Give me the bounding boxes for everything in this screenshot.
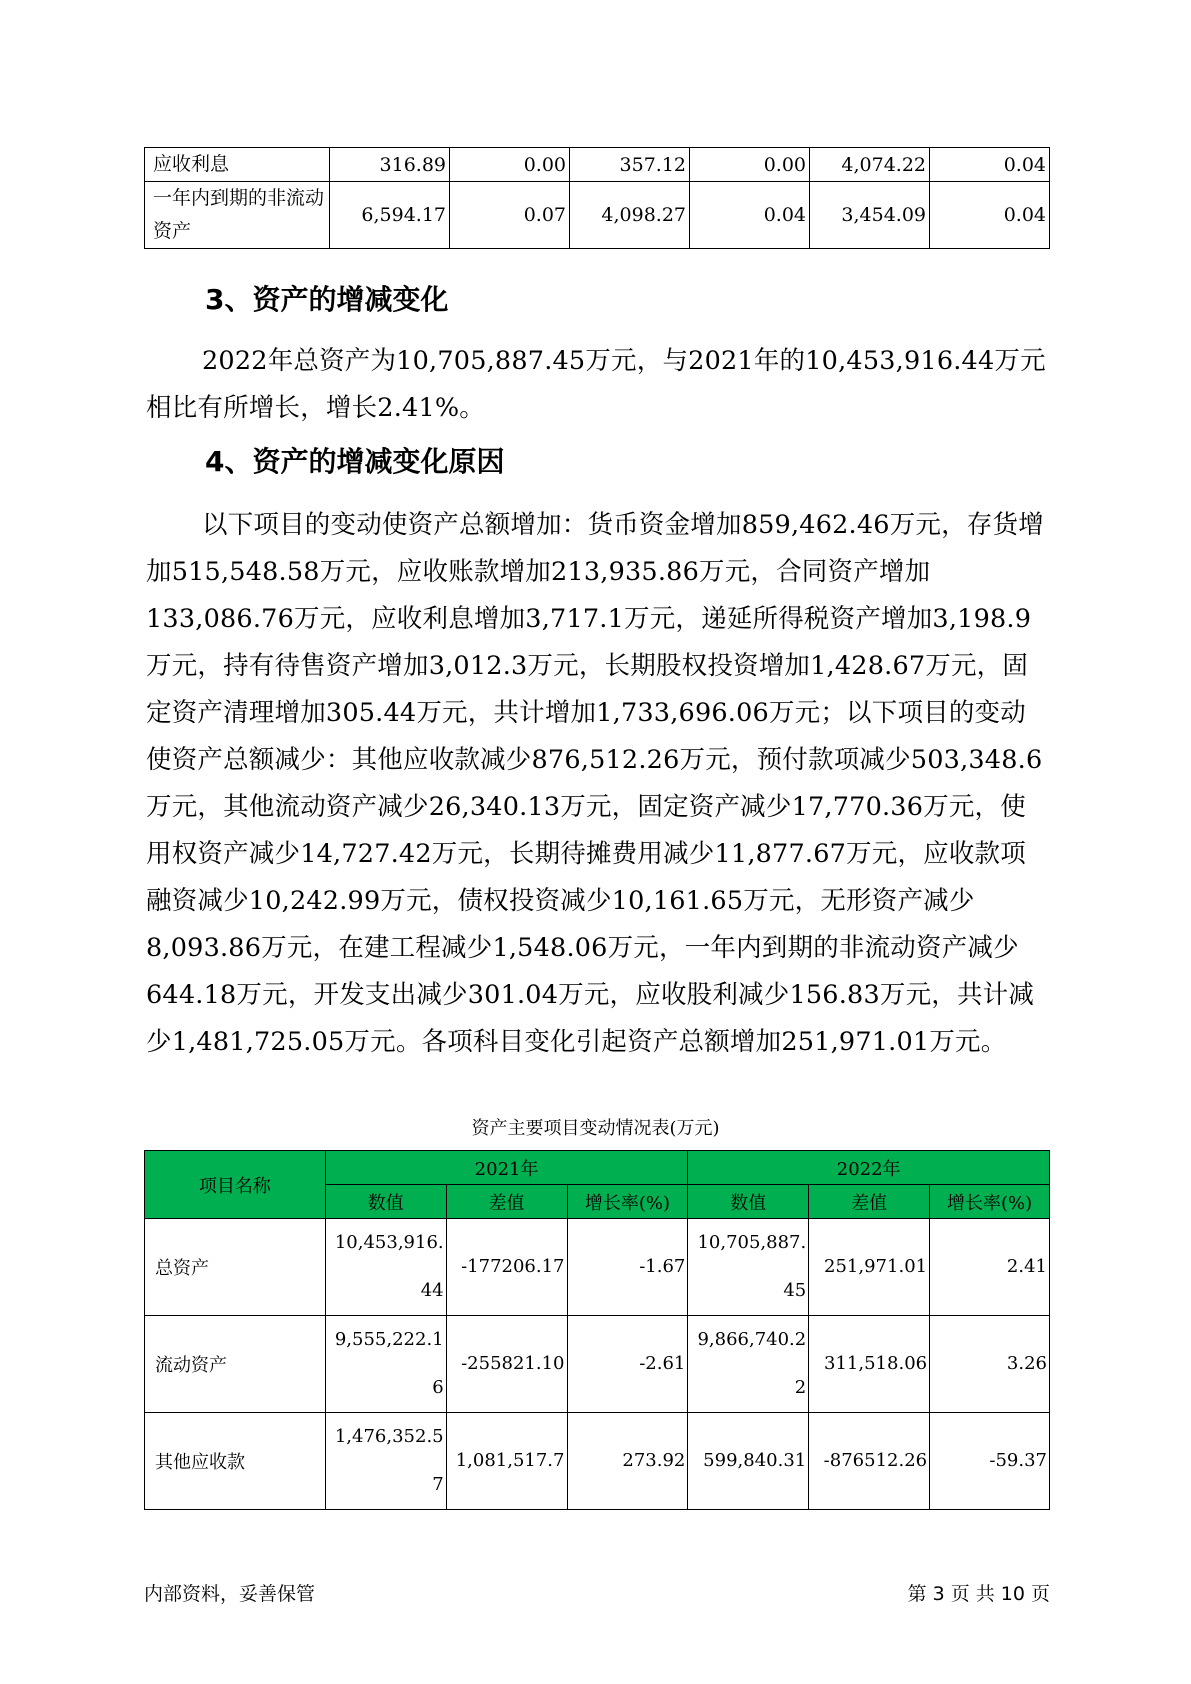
table-row	[145, 1219, 1050, 1316]
table-cell: 3.26	[930, 1316, 1050, 1413]
sub-header-diff: 差值	[809, 1185, 930, 1219]
table-cell: -2.61	[567, 1316, 688, 1413]
header-year-2021: 2021年	[325, 1151, 688, 1185]
table-cell: 2.41	[930, 1219, 1050, 1316]
table-cell: 357.12	[570, 148, 690, 182]
table-cell: 3,454.09	[810, 182, 930, 249]
table-cell: 316.89	[330, 148, 450, 182]
table-cell: -59.37	[930, 1413, 1050, 1510]
table-cell: -177206.17	[446, 1219, 567, 1316]
table-cell: 1,081,517.7	[446, 1413, 567, 1510]
header-row	[145, 1151, 1050, 1185]
table-cell: 9,866,740.22	[688, 1316, 809, 1413]
table-cell: 0.04	[930, 148, 1050, 182]
sub-header-value: 数值	[688, 1185, 809, 1219]
header-item-name: 项目名称	[145, 1151, 326, 1219]
table-cell: 4,098.27	[570, 182, 690, 249]
header-year-2022: 2022年	[688, 1151, 1050, 1185]
footer-page-number: 第 3 页 共 10 页	[907, 1583, 1050, 1605]
section-4-heading: 4、资产的增减变化原因	[205, 445, 505, 478]
table-cell: -255821.10	[446, 1316, 567, 1413]
table-caption: 资产主要项目变动情况表(万元)	[471, 1118, 720, 1139]
row-name: 应收利息	[145, 148, 330, 182]
table-cell: 9,555,222.16	[325, 1316, 446, 1413]
table-cell: 10,705,887.45	[688, 1219, 809, 1316]
table-cell: 0.00	[450, 148, 570, 182]
sub-header-diff: 差值	[446, 1185, 567, 1219]
top-table	[144, 147, 1050, 249]
sub-header-value: 数值	[325, 1185, 446, 1219]
table-cell: 599,840.31	[688, 1413, 809, 1510]
table-cell: 273.92	[567, 1413, 688, 1510]
table-cell: 311,518.06	[809, 1316, 930, 1413]
table-cell: 0.04	[930, 182, 1050, 249]
table-cell: 0.00	[690, 148, 810, 182]
row-name: 总资产	[145, 1219, 326, 1316]
table-cell: 251,971.01	[809, 1219, 930, 1316]
section-3-heading: 3、资产的增减变化	[205, 283, 449, 316]
table-cell: 0.04	[690, 182, 810, 249]
table-cell: 0.07	[450, 182, 570, 249]
table-row	[145, 1413, 1050, 1510]
row-name: 其他应收款	[145, 1413, 326, 1510]
sub-header-rate: 增长率(%)	[930, 1185, 1050, 1219]
asset-change-table	[144, 1150, 1050, 1510]
table-row	[145, 1316, 1050, 1413]
table-cell: 4,074.22	[810, 148, 930, 182]
table-cell: 1,476,352.57	[325, 1413, 446, 1510]
table-cell: -1.67	[567, 1219, 688, 1316]
row-name: 流动资产	[145, 1316, 326, 1413]
sub-header-rate: 增长率(%)	[567, 1185, 688, 1219]
footer-confidential: 内部资料，妥善保管	[144, 1583, 316, 1605]
table-cell: 6,594.17	[330, 182, 450, 249]
table-cell: -876512.26	[809, 1413, 930, 1510]
section-4-paragraph: 以下项目的变动使资产总额增加：货币资金增加859,462.46万元，存货增加515,548.58万元，应收账款增加213,935.86万元，合同资产增加133,086.76万元，应收利息增加3,717.1万元，递延所得税资产增加3,198.9万元，持有待售资产增加3,012.3万元，长期股权投资增加1,428.67万元，固定资产清理增加305.44万元，共计增加1,733,696.06万元；以下项目的变动使资产总额减少：其他应收款减少876,512.26万元，预付款项减少503,348.6万元，其他流动资产减少26,340.13万元，固定资产减少17,770.36万元，使用权资产减少14,727.42万元，长期待摊费用减少11,877.67万元，应收款项融资减少10,242.99万元，债权投资减少10,161.65万元，无形资产减少8,093.86万元，在建工程减少1,548.06万元，一年内到期的非流动资产减少644.18万元，开发支出减少301.04万元，应收股利减少156.83万元，共计减少1,481,725.05万元。各项科目变化引起资产总额增加251,971.01万元。	[146, 510, 1044, 1057]
table-row	[145, 148, 1050, 182]
section-3-paragraph: 2022年总资产为10,705,887.45万元，与2021年的10,453,916.44万元相比有所增长，增长2.41%。	[146, 346, 1046, 423]
row-name: 一年内到期的非流动资产	[145, 182, 330, 249]
table-cell: 10,453,916.44	[325, 1219, 446, 1316]
table-row	[145, 182, 1050, 249]
